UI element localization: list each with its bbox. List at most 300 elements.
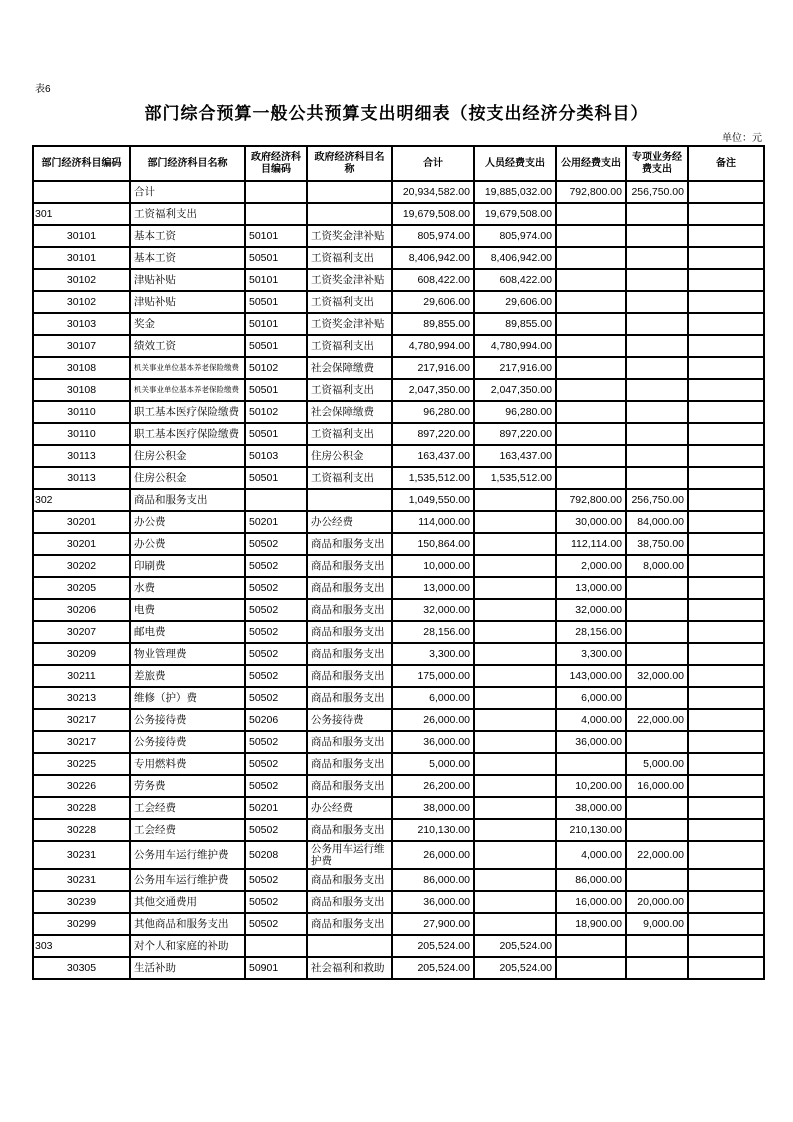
total-cell: 205,524.00 — [392, 935, 474, 957]
gov-code-cell: 50501 — [245, 423, 307, 445]
gov-code-cell: 50502 — [245, 775, 307, 797]
gov-name-cell: 商品和服务支出 — [307, 577, 392, 599]
gov-name-cell: 办公经费 — [307, 797, 392, 819]
dept-code-cell: 301 — [33, 203, 130, 225]
gov-name-cell: 办公经费 — [307, 511, 392, 533]
dept-code-cell: 30201 — [33, 511, 130, 533]
note-cell — [688, 555, 764, 577]
special-expense-cell — [626, 313, 688, 335]
dept-name-cell: 工资福利支出 — [130, 203, 245, 225]
dept-name-cell: 职工基本医疗保险缴费 — [130, 401, 245, 423]
table-row — [33, 709, 764, 731]
special-expense-cell: 256,750.00 — [626, 181, 688, 203]
dept-name-cell: 住房公积金 — [130, 467, 245, 489]
special-expense-cell — [626, 269, 688, 291]
dept-name-cell: 基本工资 — [130, 247, 245, 269]
gov-name-cell: 商品和服务支出 — [307, 753, 392, 775]
personnel-expense-cell — [474, 511, 556, 533]
note-cell — [688, 709, 764, 731]
table-row — [33, 819, 764, 841]
note-cell — [688, 225, 764, 247]
personnel-expense-cell — [474, 599, 556, 621]
total-cell: 2,047,350.00 — [392, 379, 474, 401]
table-row — [33, 797, 764, 819]
gov-code-cell: 50502 — [245, 869, 307, 891]
gov-code-cell: 50206 — [245, 709, 307, 731]
gov-code-cell: 50502 — [245, 731, 307, 753]
note-cell — [688, 577, 764, 599]
personnel-expense-cell: 805,974.00 — [474, 225, 556, 247]
note-cell — [688, 797, 764, 819]
total-cell: 36,000.00 — [392, 891, 474, 913]
dept-code-cell: 30202 — [33, 555, 130, 577]
personnel-expense-cell: 897,220.00 — [474, 423, 556, 445]
gov-code-cell: 50101 — [245, 225, 307, 247]
gov-code-cell: 50502 — [245, 643, 307, 665]
table-row — [33, 555, 764, 577]
note-cell — [688, 643, 764, 665]
table-row — [33, 335, 764, 357]
gov-code-cell: 50201 — [245, 511, 307, 533]
total-cell: 27,900.00 — [392, 913, 474, 935]
dept-code-cell: 30110 — [33, 401, 130, 423]
table-row — [33, 775, 764, 797]
column-header-total: 合计 — [392, 146, 474, 181]
table-row — [33, 665, 764, 687]
gov-code-cell: 50502 — [245, 533, 307, 555]
table-row — [33, 445, 764, 467]
dept-code-cell: 30205 — [33, 577, 130, 599]
budget-table — [32, 145, 765, 980]
total-cell: 163,437.00 — [392, 445, 474, 467]
special-expense-cell: 8,000.00 — [626, 555, 688, 577]
table-row — [33, 731, 764, 753]
gov-name-cell — [307, 203, 392, 225]
special-expense-cell — [626, 621, 688, 643]
gov-code-cell — [245, 935, 307, 957]
personnel-expense-cell — [474, 775, 556, 797]
special-expense-cell — [626, 247, 688, 269]
public-expense-cell: 112,114.00 — [556, 533, 626, 555]
dept-name-cell: 公务用车运行维护费 — [130, 869, 245, 891]
personnel-expense-cell: 217,916.00 — [474, 357, 556, 379]
public-expense-cell — [556, 225, 626, 247]
gov-name-cell: 公务用车运行维护费 — [307, 841, 392, 869]
note-cell — [688, 665, 764, 687]
public-expense-cell: 16,000.00 — [556, 891, 626, 913]
personnel-expense-cell — [474, 665, 556, 687]
table-row — [33, 957, 764, 979]
personnel-expense-cell: 96,280.00 — [474, 401, 556, 423]
gov-code-cell: 50502 — [245, 599, 307, 621]
note-cell — [688, 599, 764, 621]
total-cell: 86,000.00 — [392, 869, 474, 891]
note-cell — [688, 445, 764, 467]
note-cell — [688, 467, 764, 489]
page-title: 部门综合预算一般公共预算支出明细表（按支出经济分类科目） — [144, 104, 649, 123]
public-expense-cell — [556, 445, 626, 467]
gov-code-cell: 50501 — [245, 379, 307, 401]
public-expense-cell: 28,156.00 — [556, 621, 626, 643]
personnel-expense-cell: 608,422.00 — [474, 269, 556, 291]
unit-label: 单位：元 — [722, 133, 762, 144]
gov-code-cell — [245, 489, 307, 511]
total-cell: 210,130.00 — [392, 819, 474, 841]
public-expense-cell — [556, 203, 626, 225]
dept-code-cell: 30209 — [33, 643, 130, 665]
gov-name-cell: 商品和服务支出 — [307, 665, 392, 687]
special-expense-cell — [626, 203, 688, 225]
dept-name-cell: 差旅费 — [130, 665, 245, 687]
dept-code-cell — [33, 181, 130, 203]
note-cell — [688, 533, 764, 555]
column-header-note: 备注 — [688, 146, 764, 181]
total-cell: 150,864.00 — [392, 533, 474, 555]
public-expense-cell: 18,900.00 — [556, 913, 626, 935]
personnel-expense-cell — [474, 797, 556, 819]
note-cell — [688, 621, 764, 643]
table-row — [33, 203, 764, 225]
dept-name-cell: 机关事业单位基本养老保险缴费 — [130, 357, 245, 379]
dept-code-cell: 30217 — [33, 731, 130, 753]
public-expense-cell: 210,130.00 — [556, 819, 626, 841]
personnel-expense-cell: 29,606.00 — [474, 291, 556, 313]
gov-code-cell: 50502 — [245, 753, 307, 775]
special-expense-cell: 20,000.00 — [626, 891, 688, 913]
special-expense-cell: 16,000.00 — [626, 775, 688, 797]
public-expense-cell — [556, 753, 626, 775]
note-cell — [688, 357, 764, 379]
personnel-expense-cell — [474, 577, 556, 599]
total-cell: 217,916.00 — [392, 357, 474, 379]
note-cell — [688, 775, 764, 797]
gov-name-cell: 工资福利支出 — [307, 335, 392, 357]
public-expense-cell: 792,800.00 — [556, 489, 626, 511]
dept-name-cell: 办公费 — [130, 511, 245, 533]
table-row — [33, 401, 764, 423]
personnel-expense-cell — [474, 731, 556, 753]
dept-code-cell: 30226 — [33, 775, 130, 797]
gov-code-cell — [245, 203, 307, 225]
gov-code-cell: 50102 — [245, 357, 307, 379]
dept-name-cell: 其他商品和服务支出 — [130, 913, 245, 935]
table-row — [33, 621, 764, 643]
table-row — [33, 489, 764, 511]
note-cell — [688, 269, 764, 291]
gov-name-cell: 社会保障缴费 — [307, 401, 392, 423]
special-expense-cell: 32,000.00 — [626, 665, 688, 687]
public-expense-cell: 10,200.00 — [556, 775, 626, 797]
gov-name-cell: 商品和服务支出 — [307, 687, 392, 709]
note-cell — [688, 511, 764, 533]
gov-name-cell: 商品和服务支出 — [307, 891, 392, 913]
dept-code-cell: 30110 — [33, 423, 130, 445]
table-row — [33, 841, 764, 869]
gov-code-cell: 50501 — [245, 335, 307, 357]
note-cell — [688, 401, 764, 423]
personnel-expense-cell — [474, 869, 556, 891]
public-expense-cell: 4,000.00 — [556, 709, 626, 731]
total-cell: 1,049,550.00 — [392, 489, 474, 511]
table-row — [33, 357, 764, 379]
table-row — [33, 935, 764, 957]
special-expense-cell — [626, 957, 688, 979]
public-expense-cell: 30,000.00 — [556, 511, 626, 533]
special-expense-cell: 256,750.00 — [626, 489, 688, 511]
note-cell — [688, 753, 764, 775]
personnel-expense-cell — [474, 841, 556, 869]
public-expense-cell — [556, 291, 626, 313]
table-row — [33, 913, 764, 935]
gov-code-cell: 50502 — [245, 577, 307, 599]
note-cell — [688, 891, 764, 913]
table-row — [33, 533, 764, 555]
table-row — [33, 269, 764, 291]
dept-name-cell: 印刷费 — [130, 555, 245, 577]
dept-code-cell: 302 — [33, 489, 130, 511]
gov-name-cell: 商品和服务支出 — [307, 621, 392, 643]
dept-name-cell: 住房公积金 — [130, 445, 245, 467]
note-cell — [688, 687, 764, 709]
personnel-expense-cell — [474, 555, 556, 577]
total-cell: 29,606.00 — [392, 291, 474, 313]
table-row — [33, 599, 764, 621]
table-row — [33, 577, 764, 599]
dept-name-cell: 机关事业单位基本养老保险缴费 — [130, 379, 245, 401]
dept-name-cell: 津贴补贴 — [130, 291, 245, 313]
total-cell: 4,780,994.00 — [392, 335, 474, 357]
note-cell — [688, 181, 764, 203]
public-expense-cell — [556, 467, 626, 489]
dept-name-cell: 其他交通费用 — [130, 891, 245, 913]
total-cell: 114,000.00 — [392, 511, 474, 533]
note-cell — [688, 489, 764, 511]
gov-name-cell: 商品和服务支出 — [307, 731, 392, 753]
public-expense-cell — [556, 957, 626, 979]
gov-code-cell: 50502 — [245, 555, 307, 577]
table-row — [33, 687, 764, 709]
dept-code-cell: 30201 — [33, 533, 130, 555]
special-expense-cell — [626, 687, 688, 709]
public-expense-cell: 32,000.00 — [556, 599, 626, 621]
public-expense-cell — [556, 313, 626, 335]
total-cell: 1,535,512.00 — [392, 467, 474, 489]
column-header-gov-code: 政府经济科目编码 — [245, 146, 307, 181]
table-row — [33, 869, 764, 891]
public-expense-cell: 86,000.00 — [556, 869, 626, 891]
column-header-public-expense: 公用经费支出 — [556, 146, 626, 181]
dept-code-cell: 30305 — [33, 957, 130, 979]
public-expense-cell — [556, 247, 626, 269]
dept-name-cell: 维修（护）费 — [130, 687, 245, 709]
total-cell: 608,422.00 — [392, 269, 474, 291]
dept-code-cell: 30211 — [33, 665, 130, 687]
special-expense-cell — [626, 731, 688, 753]
personnel-expense-cell — [474, 709, 556, 731]
special-expense-cell — [626, 291, 688, 313]
column-header-gov-name: 政府经济科目名称 — [307, 146, 392, 181]
gov-code-cell: 50103 — [245, 445, 307, 467]
note-cell — [688, 313, 764, 335]
gov-name-cell — [307, 489, 392, 511]
dept-code-cell: 303 — [33, 935, 130, 957]
personnel-expense-cell — [474, 891, 556, 913]
personnel-expense-cell: 19,679,508.00 — [474, 203, 556, 225]
dept-code-cell: 30299 — [33, 913, 130, 935]
special-expense-cell — [626, 423, 688, 445]
total-cell: 28,156.00 — [392, 621, 474, 643]
table-row — [33, 467, 764, 489]
gov-name-cell: 商品和服务支出 — [307, 869, 392, 891]
table-row — [33, 379, 764, 401]
public-expense-cell: 2,000.00 — [556, 555, 626, 577]
special-expense-cell — [626, 643, 688, 665]
gov-code-cell: 50101 — [245, 313, 307, 335]
public-expense-cell — [556, 379, 626, 401]
total-cell: 26,000.00 — [392, 709, 474, 731]
column-header-special-expense: 专项业务经费支出 — [626, 146, 688, 181]
note-cell — [688, 335, 764, 357]
gov-code-cell: 50501 — [245, 291, 307, 313]
gov-code-cell: 50208 — [245, 841, 307, 869]
special-expense-cell — [626, 225, 688, 247]
public-expense-cell — [556, 335, 626, 357]
note-cell — [688, 913, 764, 935]
dept-name-cell: 公务接待费 — [130, 709, 245, 731]
dept-code-cell: 30101 — [33, 247, 130, 269]
public-expense-cell: 143,000.00 — [556, 665, 626, 687]
total-cell: 897,220.00 — [392, 423, 474, 445]
gov-code-cell: 50502 — [245, 891, 307, 913]
personnel-expense-cell: 1,535,512.00 — [474, 467, 556, 489]
special-expense-cell — [626, 797, 688, 819]
personnel-expense-cell: 89,855.00 — [474, 313, 556, 335]
special-expense-cell — [626, 335, 688, 357]
total-cell: 26,200.00 — [392, 775, 474, 797]
note-cell — [688, 957, 764, 979]
table-row — [33, 313, 764, 335]
public-expense-cell — [556, 423, 626, 445]
dept-code-cell: 30103 — [33, 313, 130, 335]
dept-name-cell: 公务用车运行维护费 — [130, 841, 245, 869]
dept-name-cell: 对个人和家庭的补助 — [130, 935, 245, 957]
gov-name-cell: 工资奖金津补贴 — [307, 269, 392, 291]
table-body — [33, 181, 764, 979]
column-header-dept-code: 部门经济科目编码 — [33, 146, 130, 181]
gov-name-cell: 社会保障缴费 — [307, 357, 392, 379]
gov-code-cell: 50502 — [245, 687, 307, 709]
dept-name-cell: 水费 — [130, 577, 245, 599]
table-row — [33, 291, 764, 313]
gov-code-cell: 50501 — [245, 247, 307, 269]
gov-name-cell: 工资福利支出 — [307, 423, 392, 445]
note-cell — [688, 869, 764, 891]
total-cell: 36,000.00 — [392, 731, 474, 753]
table-row — [33, 753, 764, 775]
public-expense-cell: 36,000.00 — [556, 731, 626, 753]
dept-name-cell: 奖金 — [130, 313, 245, 335]
dept-name-cell: 绩效工资 — [130, 335, 245, 357]
column-header-personnel-expense: 人员经费支出 — [474, 146, 556, 181]
personnel-expense-cell: 205,524.00 — [474, 957, 556, 979]
gov-code-cell: 50502 — [245, 913, 307, 935]
special-expense-cell: 22,000.00 — [626, 841, 688, 869]
public-expense-cell: 4,000.00 — [556, 841, 626, 869]
dept-code-cell: 30217 — [33, 709, 130, 731]
total-cell: 13,000.00 — [392, 577, 474, 599]
dept-code-cell: 30101 — [33, 225, 130, 247]
dept-code-cell: 30102 — [33, 291, 130, 313]
gov-name-cell: 工资奖金津补贴 — [307, 225, 392, 247]
note-cell — [688, 291, 764, 313]
note-cell — [688, 841, 764, 869]
dept-name-cell: 劳务费 — [130, 775, 245, 797]
personnel-expense-cell — [474, 819, 556, 841]
dept-name-cell: 办公费 — [130, 533, 245, 555]
public-expense-cell: 3,300.00 — [556, 643, 626, 665]
table-row — [33, 181, 764, 203]
special-expense-cell: 22,000.00 — [626, 709, 688, 731]
dept-code-cell: 30231 — [33, 841, 130, 869]
dept-name-cell: 生活补助 — [130, 957, 245, 979]
gov-name-cell: 工资福利支出 — [307, 467, 392, 489]
note-cell — [688, 379, 764, 401]
gov-name-cell: 工资福利支出 — [307, 379, 392, 401]
public-expense-cell — [556, 269, 626, 291]
special-expense-cell — [626, 445, 688, 467]
gov-code-cell: 50101 — [245, 269, 307, 291]
note-cell — [688, 247, 764, 269]
table-row — [33, 891, 764, 913]
personnel-expense-cell — [474, 913, 556, 935]
table-row — [33, 511, 764, 533]
dept-name-cell: 专用燃料费 — [130, 753, 245, 775]
dept-code-cell: 30107 — [33, 335, 130, 357]
gov-code-cell: 50502 — [245, 621, 307, 643]
gov-name-cell: 商品和服务支出 — [307, 555, 392, 577]
public-expense-cell — [556, 401, 626, 423]
personnel-expense-cell: 4,780,994.00 — [474, 335, 556, 357]
gov-name-cell — [307, 935, 392, 957]
gov-code-cell: 50901 — [245, 957, 307, 979]
personnel-expense-cell — [474, 533, 556, 555]
gov-name-cell: 商品和服务支出 — [307, 819, 392, 841]
gov-name-cell: 商品和服务支出 — [307, 599, 392, 621]
dept-code-cell: 30228 — [33, 819, 130, 841]
total-cell: 32,000.00 — [392, 599, 474, 621]
total-cell: 20,934,582.00 — [392, 181, 474, 203]
public-expense-cell — [556, 935, 626, 957]
personnel-expense-cell: 19,885,032.00 — [474, 181, 556, 203]
total-cell: 10,000.00 — [392, 555, 474, 577]
special-expense-cell — [626, 869, 688, 891]
dept-name-cell: 工会经费 — [130, 797, 245, 819]
gov-name-cell: 工资福利支出 — [307, 291, 392, 313]
total-cell: 38,000.00 — [392, 797, 474, 819]
gov-code-cell: 50502 — [245, 665, 307, 687]
header-row — [33, 146, 764, 181]
gov-code-cell: 50501 — [245, 467, 307, 489]
personnel-expense-cell: 163,437.00 — [474, 445, 556, 467]
note-cell — [688, 203, 764, 225]
total-cell: 89,855.00 — [392, 313, 474, 335]
dept-code-cell: 30239 — [33, 891, 130, 913]
gov-name-cell: 社会福利和救助 — [307, 957, 392, 979]
special-expense-cell — [626, 819, 688, 841]
special-expense-cell: 84,000.00 — [626, 511, 688, 533]
public-expense-cell — [556, 357, 626, 379]
public-expense-cell: 38,000.00 — [556, 797, 626, 819]
